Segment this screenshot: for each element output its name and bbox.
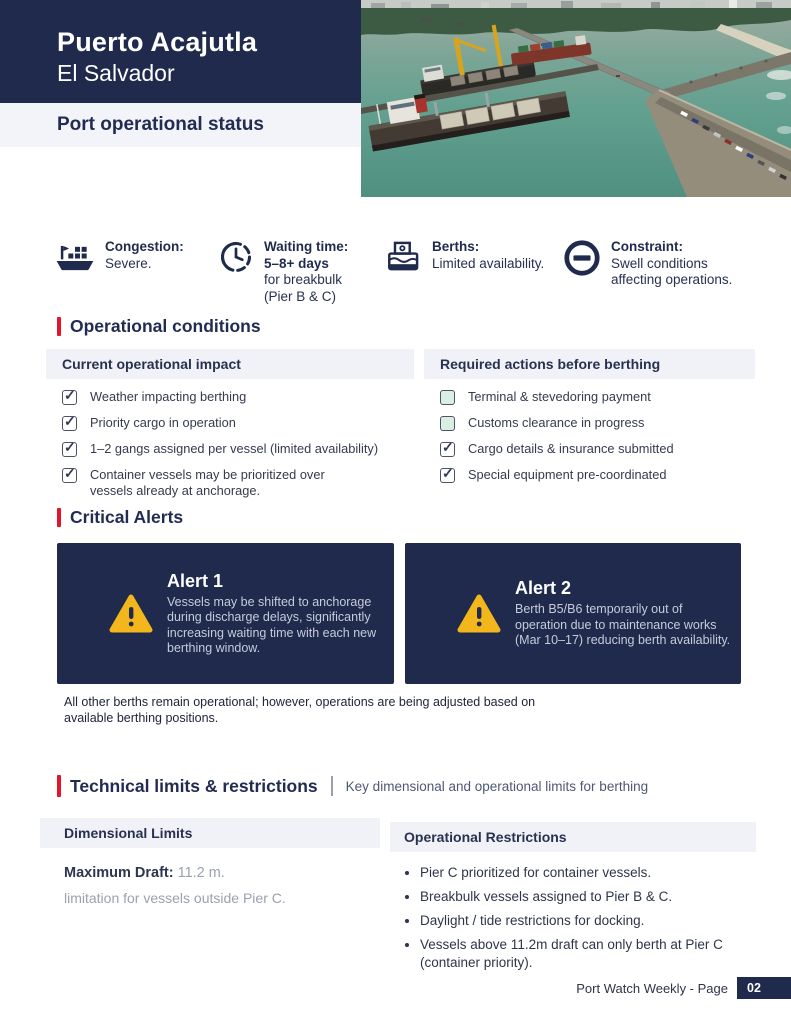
restriction-item: • Pier C prioritized for container vessels.	[420, 864, 730, 882]
status-constraint	[563, 239, 732, 289]
status-label: Waiting time:	[264, 239, 349, 254]
operational-restrictions-column	[390, 822, 756, 978]
restriction-item: • Daylight / tide restrictions for docking.	[420, 912, 730, 930]
checkbox-icon	[440, 416, 455, 431]
checklist-item-label: Priority cargo in operation	[90, 415, 236, 430]
max-draft-label: Maximum Draft:	[64, 865, 174, 881]
current-impact-column	[46, 349, 414, 499]
port-name: Puerto Acajutla	[57, 27, 258, 57]
dimensional-limits-content	[64, 865, 380, 906]
title-divider	[331, 776, 333, 796]
column-header: Current operational impact	[46, 349, 414, 379]
checklist-item	[440, 441, 755, 457]
checklist-item	[62, 389, 414, 405]
section-subtitle: Key dimensional and operational limits for berthing	[345, 778, 649, 794]
status-strong-value: 5–8+ days	[264, 255, 329, 271]
alert-body: Berth B5/B6 temporarily out of operation due to maintenance works (Mar 10–17) reducing berth availability.	[515, 602, 731, 648]
port-aerial-photo	[361, 0, 791, 197]
checkbox-icon	[62, 468, 77, 483]
status-waiting-time	[218, 239, 348, 305]
footer	[576, 977, 791, 999]
restriction-item: • Vessels above 11.2m draft can only berth at Pier C (container priority).	[420, 936, 730, 972]
warning-triangle-icon	[109, 593, 153, 634]
berth-dock-icon	[386, 239, 422, 273]
column-header: Operational Restrictions	[390, 822, 756, 852]
restriction-item: • Breakbulk vessels assigned to Pier B & C.	[420, 888, 730, 906]
red-accent-bar	[57, 508, 61, 527]
status-banner-label: Port operational status	[57, 114, 264, 135]
alerts-note: All other berths remain operational; however, operations are being adjusted based on available berthing positions.	[64, 695, 536, 725]
column-header: Dimensional Limits	[40, 818, 380, 848]
checklist-item	[62, 415, 414, 431]
dimensional-limits-column	[40, 818, 380, 906]
status-value: affecting operations.	[611, 272, 733, 287]
red-accent-bar	[57, 775, 61, 797]
alert-card-2	[405, 543, 741, 684]
restrictions-list	[390, 864, 756, 972]
checklist-item	[440, 467, 755, 483]
draft-limitation-note: limitation for vessels outside Pier C.	[64, 890, 286, 906]
checklist-item-label: Weather impacting berthing	[90, 389, 247, 404]
checkbox-icon	[440, 468, 455, 483]
section-title: Critical Alerts	[70, 507, 184, 527]
checklist-item	[440, 389, 755, 405]
operational-conditions-title-row	[57, 316, 261, 337]
checklist-item-label: Cargo details & insurance submitted	[468, 441, 674, 456]
checkbox-icon	[62, 442, 77, 457]
alert-card-1	[57, 543, 394, 684]
status-value: Swell conditions	[611, 255, 708, 271]
checkbox-icon	[440, 390, 455, 405]
status-label: Congestion:	[105, 239, 184, 254]
warning-triangle-icon	[457, 593, 501, 634]
country-name: El Salvador	[57, 60, 175, 86]
required-actions-column	[424, 349, 755, 483]
checklist-item-label: Customs clearance in progress	[468, 415, 645, 430]
critical-alerts-title-row	[57, 507, 183, 528]
checkbox-icon	[62, 416, 77, 431]
footer-text: Port Watch Weekly - Page	[576, 980, 728, 996]
status-value: Severe.	[105, 255, 152, 271]
status-berths	[386, 239, 544, 273]
checklist-item	[62, 467, 414, 499]
clock-icon	[218, 239, 254, 275]
port-photo-illustration	[361, 0, 791, 197]
alert-body: Vessels may be shifted to anchorage during discharge delays, significantly increasing waiting time with each new berthing window.	[167, 594, 377, 655]
section-title: Technical limits & restrictions	[70, 775, 318, 796]
status-banner	[0, 103, 362, 147]
status-value: for breakbulk	[264, 272, 343, 287]
section-title: Operational conditions	[70, 316, 261, 336]
status-value: (Pier B & C)	[264, 288, 337, 304]
header-banner	[0, 0, 362, 103]
status-congestion	[55, 239, 184, 273]
alert-title: Alert 1	[167, 570, 224, 591]
checklist-item	[62, 441, 414, 457]
checkbox-icon	[440, 442, 455, 457]
status-value: Limited availability.	[432, 255, 545, 271]
red-accent-bar	[57, 317, 61, 336]
checklist-item-label: Terminal & stevedoring payment	[468, 389, 651, 404]
alert-title: Alert 2	[515, 578, 572, 599]
checklist-item-label: Container vessels may be prioritized over vessels already at anchorage.	[90, 467, 325, 498]
max-draft-value: 11.2 m.	[177, 865, 225, 881]
checkbox-icon	[62, 390, 77, 405]
technical-limits-title-row	[57, 775, 648, 797]
checklist-item-label: Special equipment pre-coordinated	[468, 467, 667, 482]
no-entry-icon	[563, 239, 601, 277]
cargo-ship-icon	[55, 239, 95, 273]
checklist-item	[440, 415, 755, 431]
page-number-badge: 02	[737, 977, 791, 999]
column-header: Required actions before berthing	[424, 349, 755, 379]
status-label: Constraint:	[611, 239, 683, 254]
checklist-item-label: 1–2 gangs assigned per vessel (limited availability)	[90, 441, 379, 456]
status-label: Berths:	[432, 239, 480, 254]
